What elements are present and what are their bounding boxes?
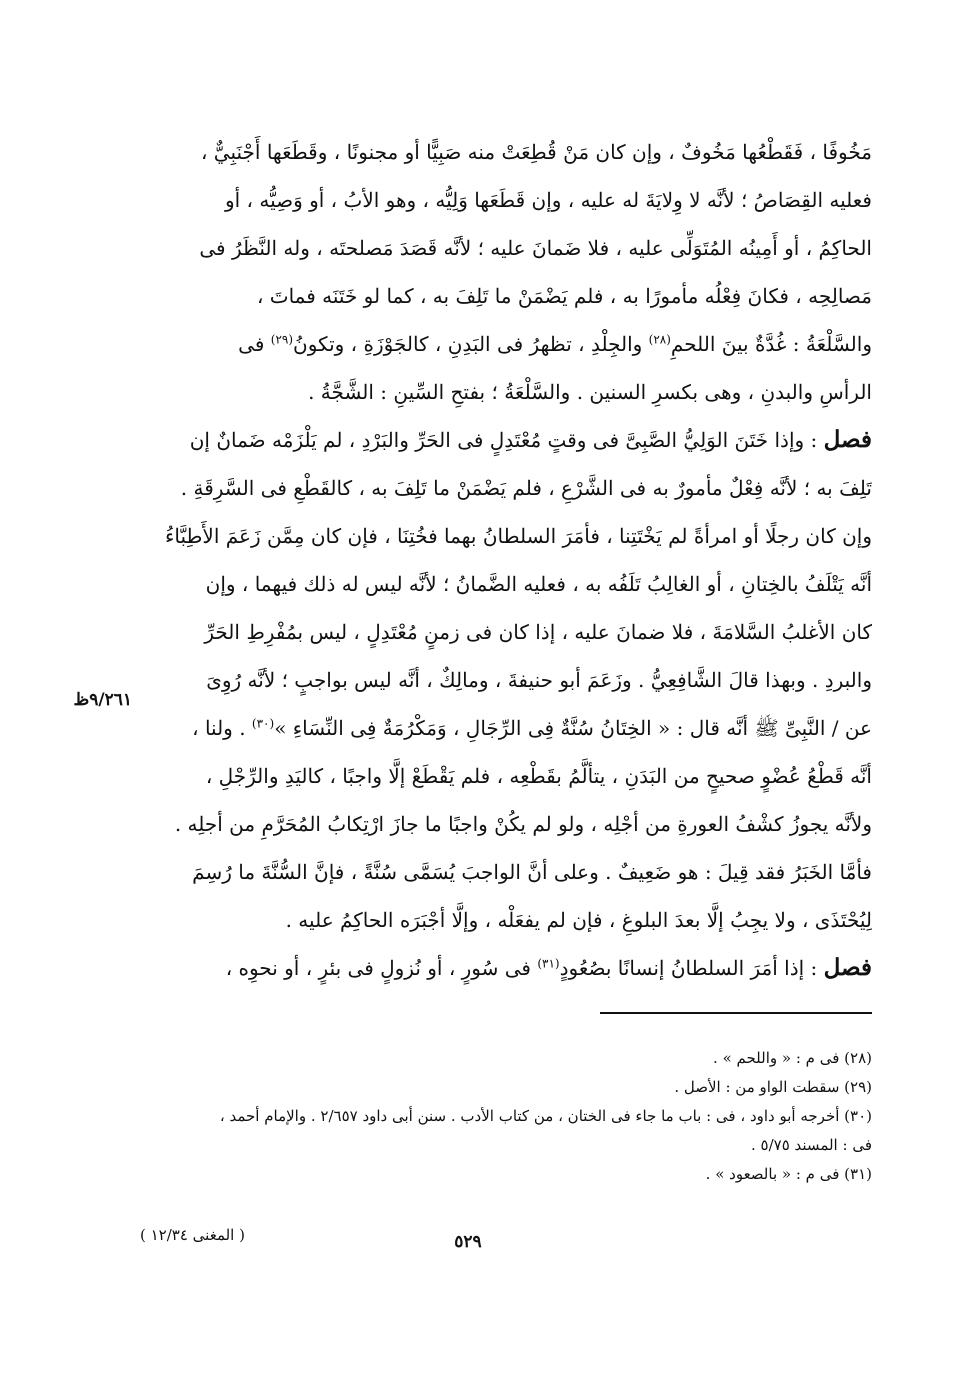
text-fragment: : وإذا خَتَنَ الوَلِيُّ الصَّبِىَّ فى وقتٍ مُعْتَدِلٍ فى الحَرِّ والبَرْدِ ، لم يَلْزَمْه ضَمانٌ إن <box>189 428 818 452</box>
text-line: مَصالِحِه ، فكانَ فِعْلُه مأمورًا به ، فلم يَضْمَنْ ما تَلِفَ به ، كما لو خَتَنَه فماتَ ، <box>256 284 872 308</box>
footnote: فى : المسند ٥/٧٥ . <box>750 1136 872 1154</box>
section-heading: فصل <box>823 426 872 453</box>
footnote-ref: (٣٠) <box>251 716 275 731</box>
footnote-ref: (٣١) <box>537 956 560 971</box>
text-line: كان الأغلبُ السَّلامَةَ ، فلا ضمانَ عليه ، إذا كان فى زمنٍ مُعْتَدِلٍ ، ليس بمُفْرِطِ الحَرِّ <box>204 620 872 644</box>
text-line: أنَّه يَتْلَفُ بالخِتانِ ، أو الغالِبُ تَلَفُه به ، فعليه الضَّمانُ ؛ لأنَّه ليس له ذلك فيهما ، وإن <box>205 572 872 596</box>
footnote: (٣٠) أخرجه أبو داود ، فى : باب ما جاء فى الختان ، من كتاب الأدب . سنن أبى داود ٢/٦٥٧ . والإمام أحمد ، <box>219 1107 872 1125</box>
footnote: (٢٨) فى م : « واللحم » . <box>713 1049 872 1067</box>
text-line: فأمَّا الخَبَرُ فقد قِيلَ : هو ضَعِيفٌ . وعلى أنَّ الواجبَ يُسَمَّى سُنَّةً ، فإنَّ السُّنَّةَ ما رُسِمَ <box>192 860 872 884</box>
text-line: الرأسِ والبدنِ ، وهى بكسرِ السنين . والسَّلْعَةُ ؛ بفتحِ السِّينِ : الشَّجَّةُ . <box>308 380 872 404</box>
text-line: وإن كان رجلًا أو امرأةً لم يَخْتَتِنا ، فأمَرَ السلطانُ بهما فخُتِنَا ، فإن كان مِمَّن زَعَمَ الأَطِبَّاءُ <box>164 524 872 548</box>
text-fragment: . ولنا ، <box>192 716 246 740</box>
body-text <box>150 128 872 992</box>
footnote-ref: (٢٩) <box>270 332 294 347</box>
footnote-divider <box>600 1012 872 1014</box>
source-reference: ( المغنى ١٢/٣٤ ) <box>140 1226 245 1244</box>
section-line <box>150 944 872 992</box>
text-line: أنَّه قَطْعُ عُضْوٍ صحيحٍ من البَدَنِ ، يتألَّمُ بقَطْعِه ، فلم يَقْطَعْ إلَّا واجبًا ، كاليَدِ والرِّجْلِ ، <box>205 764 872 788</box>
text-fragment: فى <box>238 332 265 356</box>
footnote: (٢٩) سقطت الواو من : الأصل . <box>674 1078 872 1096</box>
text-line: ولأنَّه يجوزُ كشْفُ العورةِ من أجْلِه ، ولو لم يكُنْ واجبًا ما جازَ ارْتِكابُ المُحَرَّمِ من أجلِه . <box>174 812 872 836</box>
footnote: (٣١) فى م : « بالصعود » . <box>705 1165 872 1183</box>
footnotes <box>130 1044 872 1189</box>
text-line-with-refs <box>150 704 872 752</box>
text-line: والبردِ . وبهذا قالَ الشَّافِعِيُّ . وزَعَمَ أبو حنيفةَ ، ومالِكٌ ، أنَّه ليس بواجبٍ ؛ لأنَّه رُوِىَ <box>206 668 872 692</box>
text-line: مَخُوفًا ، فَقَطْعُها مَخُوفٌ ، وإن كان مَنْ قُطِعَتْ منه صَبِيًّا أو مجنونًا ، وقَطَعَها أَجْنَبِيٌّ ، <box>200 140 872 164</box>
text-line: فعليه القِصَاصُ ؛ لأنَّه لا وِلايَةَ له عليه ، وإن قَطَعَها وَلِيُّه ، وهو الأبُ ، أو وَصِيُّه ، أو <box>224 188 872 212</box>
text-fragment: فى سُورٍ ، أو نُزولٍ فى بئرٍ ، أو نحوِه ، <box>225 956 531 980</box>
footnote-ref: (٢٨) <box>648 332 671 347</box>
text-line: الحاكِمُ ، أو أَمِينُه المُتَوَلِّى عليه ، فلا ضَمانَ عليه ؛ لأنَّه قَصَدَ مَصلحتَه ، وله النَّظَرُ فى <box>199 236 872 260</box>
text-fragment: عن / النَّبِىِّ ﷺ أنَّه قال : « الخِتَانُ سُنَّةٌ فِى الرِّجَالِ ، وَمَكْرُمَةٌ فِى النِّسَاءِ » <box>274 716 872 740</box>
page-number: ٥٢٩ <box>454 1232 482 1252</box>
margin-manuscript-ref: ٩/٢٦١ظ <box>73 690 132 710</box>
text-fragment: والسَّلْعَةُ : غُدَّةٌ بينَ اللحمِ <box>670 332 872 356</box>
text-line: لِيُحْتَذَى ، ولا يجِبُ إلَّا بعدَ البلوغِ ، فإن لم يفعَلْه ، وإلَّا أجْبَرَه الحاكِمُ عليه . <box>285 908 872 932</box>
section-heading: فصل <box>823 954 872 981</box>
section-line <box>150 416 872 464</box>
text-fragment: والجِلْدِ ، تظهرُ فى البَدِنِ ، كالجَوْزَةِ ، وتكونُ <box>293 332 643 356</box>
text-line: تَلِفَ به ؛ لأنَّه فِعْلٌ مأمورٌ به فى الشَّرْعِ ، فلم يَضْمَنْ ما تَلِفَ به ، كالقَطْعِ فى السَّرِقَةِ . <box>180 476 872 500</box>
text-fragment: : إذا أمَرَ السلطانُ إنسانًا بصُعُودٍ <box>559 956 818 980</box>
text-line-with-refs <box>150 320 872 368</box>
